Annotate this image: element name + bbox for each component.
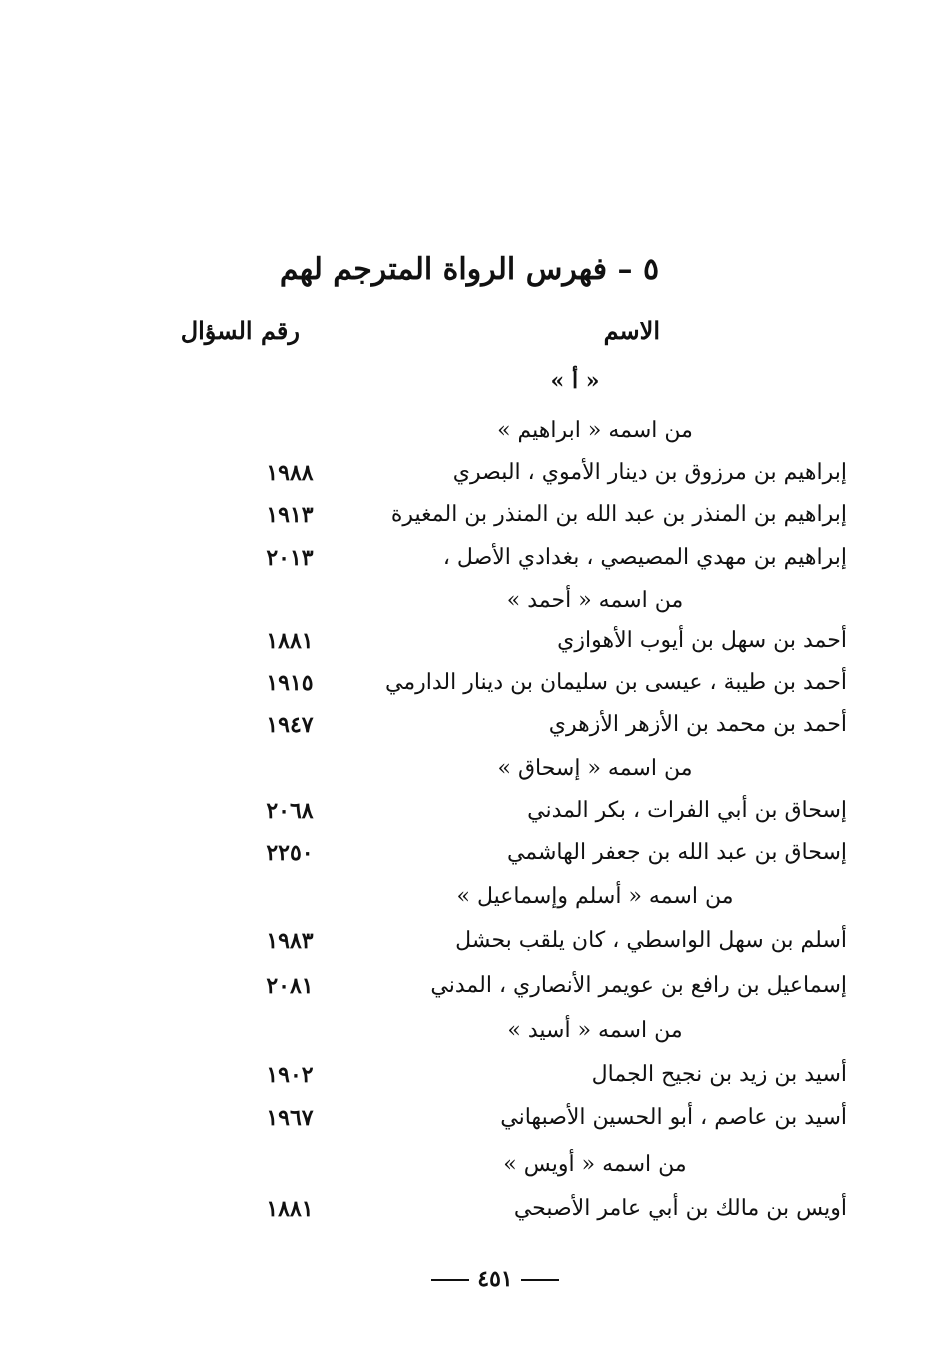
column-header-name: الاسم (603, 316, 660, 345)
page-title: ٥ – فهرس الرواة المترجم لهم (279, 252, 660, 287)
group-heading: من اسمه « أحمد » (506, 588, 684, 613)
question-number: ١٩١٥ (266, 670, 314, 696)
page-number: ٤٥١ (477, 1266, 513, 1292)
narrator-name: أسيد بن عاصم ، أبو الحسين الأصبهاني (500, 1105, 847, 1130)
list-item (0, 973, 939, 1013)
group-heading: من اسمه « أسيد » (507, 1018, 683, 1043)
group-heading: من اسمه « أويس » (503, 1152, 687, 1177)
narrator-name: إبراهيم بن مرزوق بن دينار الأموي ، البصري (452, 460, 847, 485)
question-number: ٢٠١٣ (266, 545, 314, 571)
page-number-footer (0, 1266, 939, 1292)
list-item (0, 712, 939, 752)
dash-right (431, 1279, 469, 1281)
list-item (0, 545, 939, 585)
column-header-number: رقم السؤال (180, 316, 300, 345)
narrator-name: إبراهيم بن مهدي المصيصي ، بغدادي الأصل ، (442, 545, 847, 570)
narrator-name: أويس بن مالك بن أبي عامر الأصبحي (513, 1196, 847, 1221)
list-item (0, 670, 939, 710)
question-number: ١٨٨١ (266, 628, 314, 654)
list-item (0, 502, 939, 542)
question-number: ١٩٤٧ (266, 712, 314, 738)
question-number: ٢٠٦٨ (266, 798, 314, 824)
question-number: ٢٢٥٠ (266, 840, 314, 866)
group-heading: من اسمه « إسحاق » (497, 756, 693, 781)
dash-left (521, 1279, 559, 1281)
list-item (0, 1062, 939, 1102)
list-item (0, 840, 939, 880)
list-item (0, 1196, 939, 1236)
narrator-name: إبراهيم بن المنذر بن عبد الله بن المنذر بن المغيرة (390, 502, 847, 527)
list-item (0, 928, 939, 968)
narrator-name: إسماعيل بن رافع بن عويمر الأنصاري ، المدني (430, 973, 847, 998)
question-number: ١٩٠٢ (266, 1062, 314, 1088)
list-item (0, 628, 939, 668)
list-item (0, 1105, 939, 1145)
question-number: ١٩٨٨ (266, 460, 314, 486)
group-heading: من اسمه « أسلم وإسماعيل » (456, 884, 734, 909)
narrator-name: إسحاق بن عبد الله بن جعفر الهاشمي (506, 840, 847, 865)
question-number: ٢٠٨١ (266, 973, 314, 999)
letter-heading: « أ » (550, 368, 600, 394)
narrator-name: أسيد بن زيد بن نجيح الجمال (591, 1062, 847, 1087)
list-item (0, 460, 939, 500)
narrator-name: أحمد بن محمد بن الأزهر الأزهري (548, 712, 847, 737)
list-item (0, 798, 939, 838)
narrator-name: أحمد بن سهل بن أيوب الأهوازي (557, 628, 847, 653)
question-number: ١٨٨١ (266, 1196, 314, 1222)
question-number: ١٩١٣ (266, 502, 314, 528)
group-heading: من اسمه « ابراهيم » (497, 418, 693, 443)
narrator-name: أحمد بن طيبة ، عيسى بن سليمان بن دينار الدارمي (385, 670, 847, 695)
narrator-name: أسلم بن سهل الواسطي ، كان يلقب بحشل (455, 928, 847, 953)
narrator-name: إسحاق بن أبي الفرات ، بكر المدني (527, 798, 847, 823)
question-number: ١٩٨٣ (266, 928, 314, 954)
question-number: ١٩٦٧ (266, 1105, 314, 1131)
